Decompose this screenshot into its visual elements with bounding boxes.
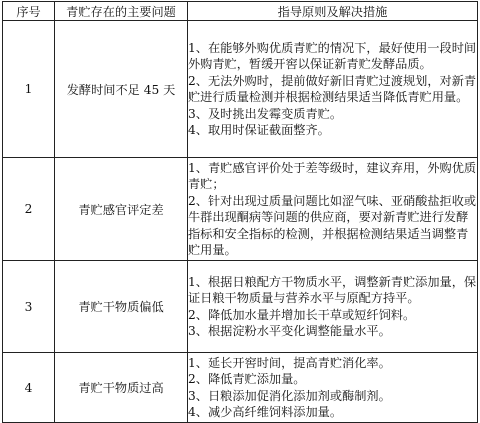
header-index: 序号: [3, 2, 55, 21]
header-measures: 指导原则及解决措施: [188, 2, 478, 21]
row-problem: 发酵时间不足 45 天: [55, 21, 188, 158]
row-measures: [188, 353, 478, 423]
row-measures: [188, 158, 478, 261]
header-problem: 青贮存在的主要问题: [55, 2, 188, 21]
measure-item: 2、无法外购时，提前做好新旧青贮过渡规划，对新青贮进行质量检测并根据检测结果适当降低青贮用量。: [188, 73, 477, 104]
measure-item: 1、青贮感官评价处于差等级时，建议弃用，外购优质青贮；: [188, 160, 477, 191]
measure-item: 1、在能够外购优质青贮的情况下，最好使用一段时间外购青贮，暂缓开窖以保证新青贮发酵品质。: [188, 40, 477, 71]
row-measures: [188, 261, 478, 353]
measure-item: 2、针对出现过质量问题比如涩气味、亚硝酸盐拒收或牛群出现酮病等问题的供应商，要对新青贮进行发酵指标和安全指标的检测，并根据检测结果适当调整青贮用量。: [188, 193, 477, 257]
table-header-row: [3, 2, 478, 21]
problem-measures-table: [2, 1, 478, 423]
row-problem: 青贮感官评定差: [55, 158, 188, 261]
measures-table-container: [2, 1, 478, 423]
table-row: [3, 21, 478, 158]
row-problem: 青贮干物质过高: [55, 353, 188, 423]
table-row: [3, 353, 478, 423]
measure-item: 2、降低青贮添加量。: [188, 372, 306, 386]
row-index: 2: [3, 158, 55, 261]
measure-item: 1、根据日粮配方干物质水平，调整新青贮添加量，保证日粮干物质量与营养水平与原配方持平。: [188, 274, 477, 305]
measure-item: 3、根据淀粉水平变化调整能量水平。: [188, 324, 391, 338]
table-row: [3, 261, 478, 353]
table-row: [3, 158, 478, 261]
row-index: 3: [3, 261, 55, 353]
row-measures: [188, 21, 478, 158]
measure-item: 3、及时挑出发霉变质青贮。: [188, 106, 343, 121]
row-problem: 青贮干物质偏低: [55, 261, 188, 353]
row-index: 4: [3, 353, 55, 423]
measure-item: 3、日粮添加促消化添加剂或酶制剂。: [188, 388, 391, 403]
row-index: 1: [3, 21, 55, 158]
measure-item: 4、取用时保证截面整齐。: [188, 123, 330, 137]
measure-item: 1、延长开窖时间，提高青贮消化率。: [188, 355, 391, 370]
measure-item: 4、减少高纤维饲料添加量。: [188, 405, 343, 419]
measure-item: 2、降低加水量并增加长干草或短纤饲料。: [188, 307, 416, 322]
